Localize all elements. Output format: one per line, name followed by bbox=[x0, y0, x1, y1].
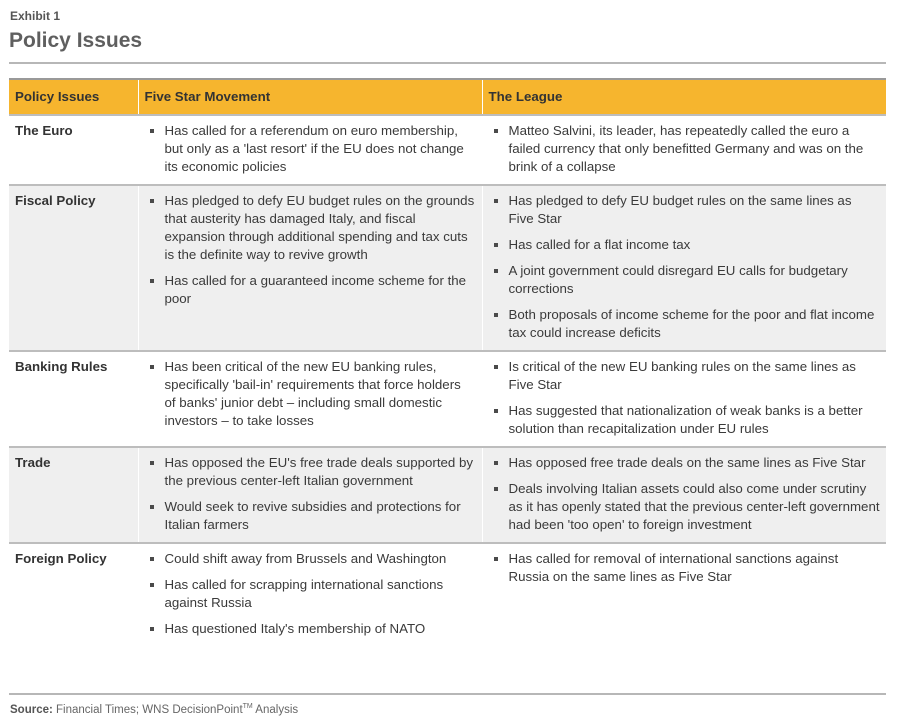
policy-issue-cell: Fiscal Policy bbox=[9, 185, 138, 351]
league-cell bbox=[482, 447, 886, 543]
bullet-item: Has been critical of the new EU banking rules, specifically 'bail-in' requirements that force holders of banks' junior debt – including small domestic investors – to take losses bbox=[145, 358, 476, 430]
title-divider bbox=[9, 62, 886, 64]
bullet-item: Deals involving Italian assets could also come under scrutiny as it has openly stated that the previous center-left government had been 'too open' to foreign investment bbox=[489, 480, 881, 534]
policy-issue-cell: The Euro bbox=[9, 115, 138, 185]
bullet-item: Has called for a referendum on euro membership, but only as a 'last resort' if the EU does not change its economic policies bbox=[145, 122, 476, 176]
footer-divider bbox=[9, 693, 886, 695]
bullet-item: Could shift away from Brussels and Washington bbox=[145, 550, 476, 568]
bullet-item: Matteo Salvini, its leader, has repeatedly called the euro a failed currency that only benefitted Germany and was on the brink of a collapse bbox=[489, 122, 881, 176]
bullet-list bbox=[489, 550, 881, 586]
policy-issue-cell: Banking Rules bbox=[9, 351, 138, 447]
league-cell bbox=[482, 543, 886, 646]
policy-table bbox=[9, 78, 886, 646]
bullet-item: Has called for scrapping international sanctions against Russia bbox=[145, 576, 476, 612]
bullet-list bbox=[489, 122, 881, 176]
bullet-item: Has pledged to defy EU budget rules on the grounds that austerity has damaged Italy, and fiscal expansion through additional spending and tax cuts is the definite way to revive growth bbox=[145, 192, 476, 264]
table-row bbox=[9, 185, 886, 351]
bullet-item: Has called for a guaranteed income scheme for the poor bbox=[145, 272, 476, 308]
bullet-item: A joint government could disregard EU calls for budgetary corrections bbox=[489, 262, 881, 298]
league-cell bbox=[482, 185, 886, 351]
table-body bbox=[9, 115, 886, 646]
table-row bbox=[9, 543, 886, 646]
bullet-item: Is critical of the new EU banking rules on the same lines as Five Star bbox=[489, 358, 881, 394]
exhibit-label: Exhibit 1 bbox=[10, 9, 61, 23]
bullet-list bbox=[145, 358, 476, 430]
source-label: Source: bbox=[10, 703, 53, 716]
five-star-cell bbox=[138, 543, 482, 646]
column-header-five-star: Five Star Movement bbox=[138, 79, 482, 115]
bullet-item: Has pledged to defy EU budget rules on the same lines as Five Star bbox=[489, 192, 881, 228]
bullet-list bbox=[145, 550, 476, 638]
five-star-cell bbox=[138, 351, 482, 447]
table-header-row bbox=[9, 79, 886, 115]
source-note bbox=[10, 703, 298, 716]
bullet-item: Has opposed the EU's free trade deals supported by the previous center-left Italian government bbox=[145, 454, 476, 490]
league-cell bbox=[482, 115, 886, 185]
bullet-item: Has called for a flat income tax bbox=[489, 236, 881, 254]
bullet-item: Both proposals of income scheme for the poor and flat income tax could increase deficits bbox=[489, 306, 881, 342]
column-header-policy-issues: Policy Issues bbox=[9, 79, 138, 115]
source-text: Financial Times; WNS DecisionPoint bbox=[52, 703, 243, 716]
trademark-mark: TM bbox=[242, 703, 253, 710]
bullet-item: Has questioned Italy's membership of NATO bbox=[145, 620, 476, 638]
bullet-list bbox=[145, 122, 476, 176]
table-row bbox=[9, 447, 886, 543]
column-header-league: The League bbox=[482, 79, 886, 115]
policy-issue-cell: Trade bbox=[9, 447, 138, 543]
table-row bbox=[9, 351, 886, 447]
bullet-list bbox=[489, 454, 881, 534]
page-title: Policy Issues bbox=[9, 29, 143, 52]
bullet-item: Has called for removal of international sanctions against Russia on the same lines as Five Star bbox=[489, 550, 881, 586]
five-star-cell bbox=[138, 115, 482, 185]
bullet-item: Has opposed free trade deals on the same lines as Five Star bbox=[489, 454, 881, 472]
policy-issue-cell: Foreign Policy bbox=[9, 543, 138, 646]
source-suffix: Analysis bbox=[252, 703, 299, 716]
bullet-list bbox=[145, 192, 476, 308]
bullet-list bbox=[145, 454, 476, 534]
five-star-cell bbox=[138, 447, 482, 543]
bullet-list bbox=[489, 358, 881, 438]
league-cell bbox=[482, 351, 886, 447]
bullet-item: Would seek to revive subsidies and protections for Italian farmers bbox=[145, 498, 476, 534]
bullet-list bbox=[489, 192, 881, 342]
table-row bbox=[9, 115, 886, 185]
five-star-cell bbox=[138, 185, 482, 351]
bullet-item: Has suggested that nationalization of weak banks is a better solution than recapitalization under EU rules bbox=[489, 402, 881, 438]
